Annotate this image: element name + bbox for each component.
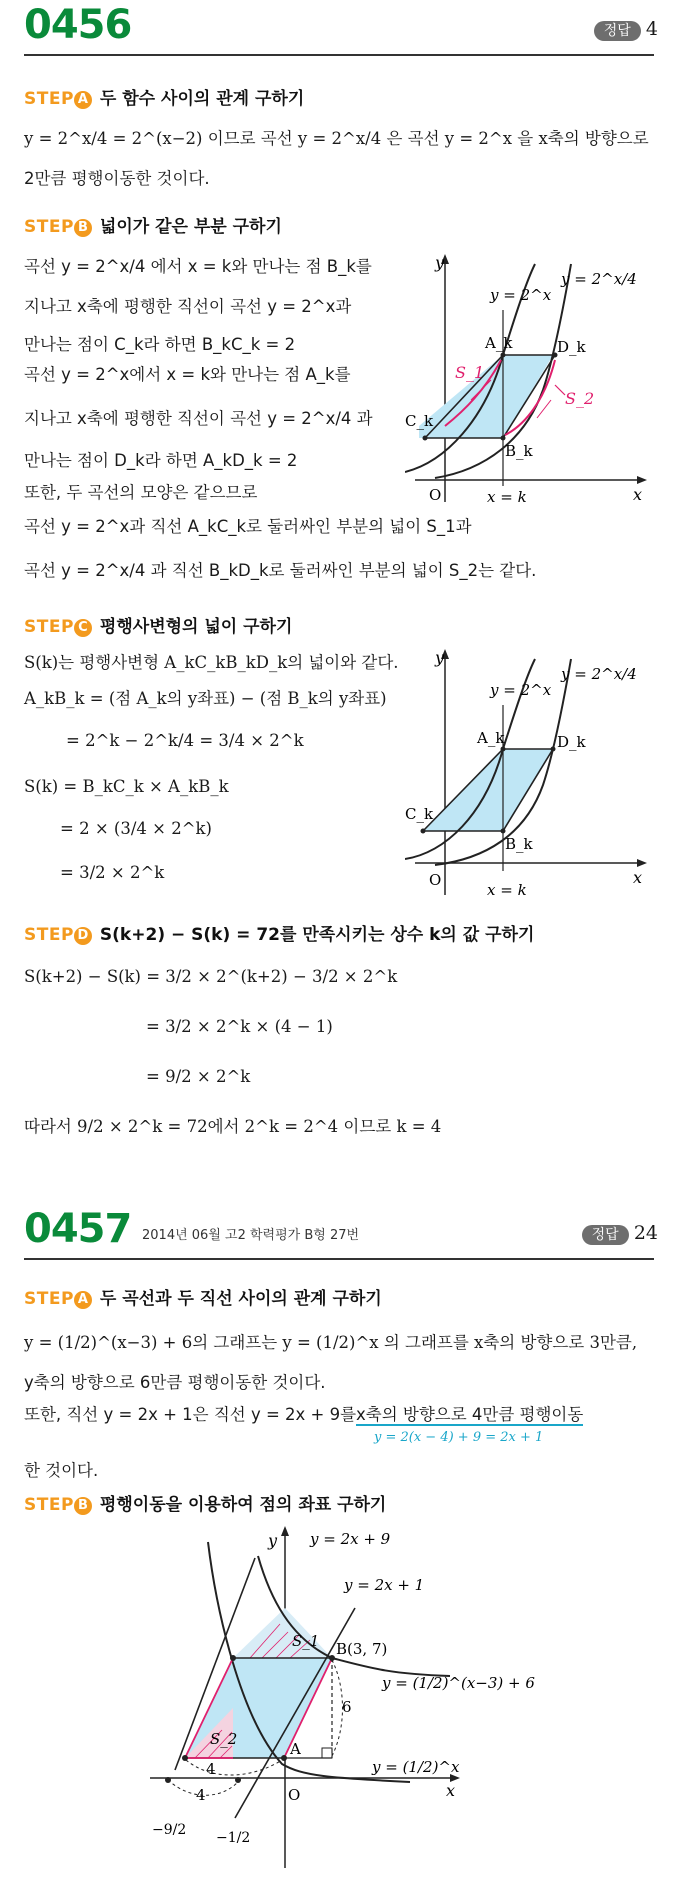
step-b-heading: STEP B 넓이가 같은 부분 구하기	[24, 217, 282, 237]
text-line: 지나고 x축에 평행한 직선이 곡선 y = 2^x/4 과	[24, 409, 373, 428]
axis-label-x: x	[633, 868, 643, 887]
point-label-dk: D_k	[557, 338, 586, 356]
curve-label-shifted: y = (1/2)^(x−3) + 6	[382, 1674, 535, 1692]
area-label-s1: S_1	[292, 1632, 320, 1650]
line-label-2x-plus-1: y = 2x + 1	[344, 1576, 425, 1594]
curve-label-2x-over-4: y = 2^x/4	[561, 270, 637, 288]
note-line-shift: y = 2(x − 4) + 9 = 2x + 1	[374, 1430, 544, 1445]
text-line: y = 2^x/4 = 2^(x−2) 이므로 곡선 y = 2^x/4 은 곡선 y = 2^x 을 x축의 방향으로	[24, 129, 649, 148]
step-a-heading: STEP A 두 곡선과 두 직선 사이의 관계 구하기	[24, 1289, 382, 1309]
curve-label-half-x: y = (1/2)^x	[372, 1758, 460, 1776]
step-a-heading: STEP A 두 함수 사이의 관계 구하기	[24, 89, 305, 109]
point-label-ak: A_k	[477, 729, 505, 747]
label-six: 6	[342, 1698, 352, 1716]
label-four-top: 4	[206, 1760, 216, 1778]
step-d-heading: STEP D S(k+2) − S(k) = 72를 만족시키는 상수 k의 값 구하기	[24, 925, 535, 945]
point-label-b: B(3, 7)	[336, 1640, 388, 1658]
axis-label-y: y	[268, 1531, 278, 1550]
text-line: 만나는 점이 D_k라 하면 A_kD_k = 2	[24, 451, 298, 470]
point-label-dk: D_k	[557, 733, 586, 751]
answer-value: 24	[633, 1222, 658, 1244]
origin-label: O	[429, 871, 442, 889]
axis-label-y: y	[435, 253, 445, 272]
graph-exponential-1	[405, 250, 650, 505]
text-line: 지나고 x축에 평행한 직선이 곡선 y = 2^x과	[24, 297, 352, 316]
problem-number-456: 0456	[24, 2, 132, 48]
point-label-bk: B_k	[505, 835, 533, 853]
answer-badge: 정답	[582, 1225, 629, 1245]
origin-label: O	[429, 486, 442, 504]
text-line: y축의 방향으로 6만큼 평행이동한 것이다.	[24, 1373, 326, 1392]
point-label-ck: C_k	[405, 805, 434, 823]
text-line: 곡선 y = 2^x에서 x = k와 만나는 점 A_k를	[24, 365, 351, 384]
text-line: 만나는 점이 C_k라 하면 B_kC_k = 2	[24, 335, 296, 354]
text-line: A_kB_k = (점 A_k의 y좌표) − (점 B_k의 y좌표)	[24, 689, 387, 708]
text-line: = 2^k − 2^k/4 = 3/4 × 2^k	[66, 731, 304, 750]
problem-number-457: 0457	[24, 1206, 132, 1252]
origin-label: O	[288, 1786, 301, 1804]
text-line: S(k)는 평행사변형 A_kC_kB_kD_k의 넓이와 같다.	[24, 653, 399, 672]
curve-label-2x-over-4: y = 2^x/4	[561, 665, 637, 683]
text-line: 곡선 y = 2^x과 직선 A_kC_k로 둘러싸인 부분의 넓이 S_1과	[24, 517, 472, 536]
graph-exponential-2	[405, 645, 650, 900]
text-line: 2만큼 평행이동한 것이다.	[24, 169, 210, 188]
text-line: = 3/2 × 2^k	[60, 863, 165, 882]
text-line: 따라서 9/2 × 2^k = 72에서 2^k = 2^4 이므로 k = 4	[24, 1117, 442, 1136]
label-four-bottom: 4	[196, 1786, 206, 1804]
text-line: = 3/2 × 2^k × (4 − 1)	[146, 1017, 333, 1036]
curve-label-2x: y = 2^x	[490, 681, 552, 699]
area-label-s1: S_1	[455, 363, 485, 382]
underlined-phrase: x축의 방향으로 4만큼 평행이동	[356, 1405, 584, 1424]
problem-source: 2014년 06월 고2 학력평가 B형 27번	[142, 1228, 360, 1243]
text-line: 또한, 두 곡선의 모양은 같으므로	[24, 483, 258, 502]
line-label-2x-plus-9: y = 2x + 9	[310, 1530, 391, 1548]
label-x-eq-k: x = k	[487, 881, 527, 899]
area-label-s2: S_2	[210, 1730, 238, 1748]
curve-label-2x: y = 2^x	[490, 286, 552, 304]
axis-label-x: x	[633, 485, 643, 504]
point-label-ak: A_k	[485, 334, 513, 352]
axis-label-x: x	[446, 1781, 456, 1800]
label-minus-one-half: −1/2	[216, 1830, 251, 1846]
point-label-a: A	[290, 1740, 301, 1758]
answer-value: 4	[645, 18, 658, 40]
text-line: S(k+2) − S(k) = 3/2 × 2^(k+2) − 3/2 × 2^k	[24, 967, 398, 986]
step-c-heading: STEP C 평행사변형의 넓이 구하기	[24, 617, 293, 637]
label-x-eq-k: x = k	[487, 488, 527, 505]
label-minus-nine-halves: −9/2	[152, 1822, 187, 1838]
point-label-ck: C_k	[405, 412, 434, 430]
answer-457	[582, 1222, 658, 1244]
text-line: = 2 × (3/4 × 2^k)	[60, 819, 212, 838]
text-line: y = (1/2)^(x−3) + 6의 그래프는 y = (1/2)^x 의 그래프를 x축의 방향으로 3만큼,	[24, 1333, 638, 1352]
answer-badge: 정답	[594, 21, 641, 41]
axis-label-y: y	[435, 648, 445, 667]
text-line: 한 것이다.	[24, 1461, 99, 1480]
step-b-heading: STEP B 평행이동을 이용하여 점의 좌표 구하기	[24, 1495, 387, 1515]
text-line: 또한, 직선 y = 2x + 1은 직선 y = 2x + 9를x축의 방향으로 4만큼 평행이동	[24, 1405, 584, 1424]
text-line: = 9/2 × 2^k	[146, 1067, 251, 1086]
point-label-bk: B_k	[505, 442, 533, 460]
header-rule	[24, 1258, 654, 1260]
text-line: 곡선 y = 2^x/4 과 직선 B_kD_k로 둘러싸인 부분의 넓이 S_2는 같다.	[24, 561, 537, 580]
area-label-s2: S_2	[565, 389, 595, 408]
header-rule	[24, 54, 654, 56]
graph-exponential-3	[150, 1518, 570, 1882]
text-line: S(k) = B_kC_k × A_kB_k	[24, 777, 229, 796]
text-line: 곡선 y = 2^x/4 에서 x = k와 만나는 점 B_k를	[24, 257, 372, 276]
answer-456	[594, 18, 658, 40]
